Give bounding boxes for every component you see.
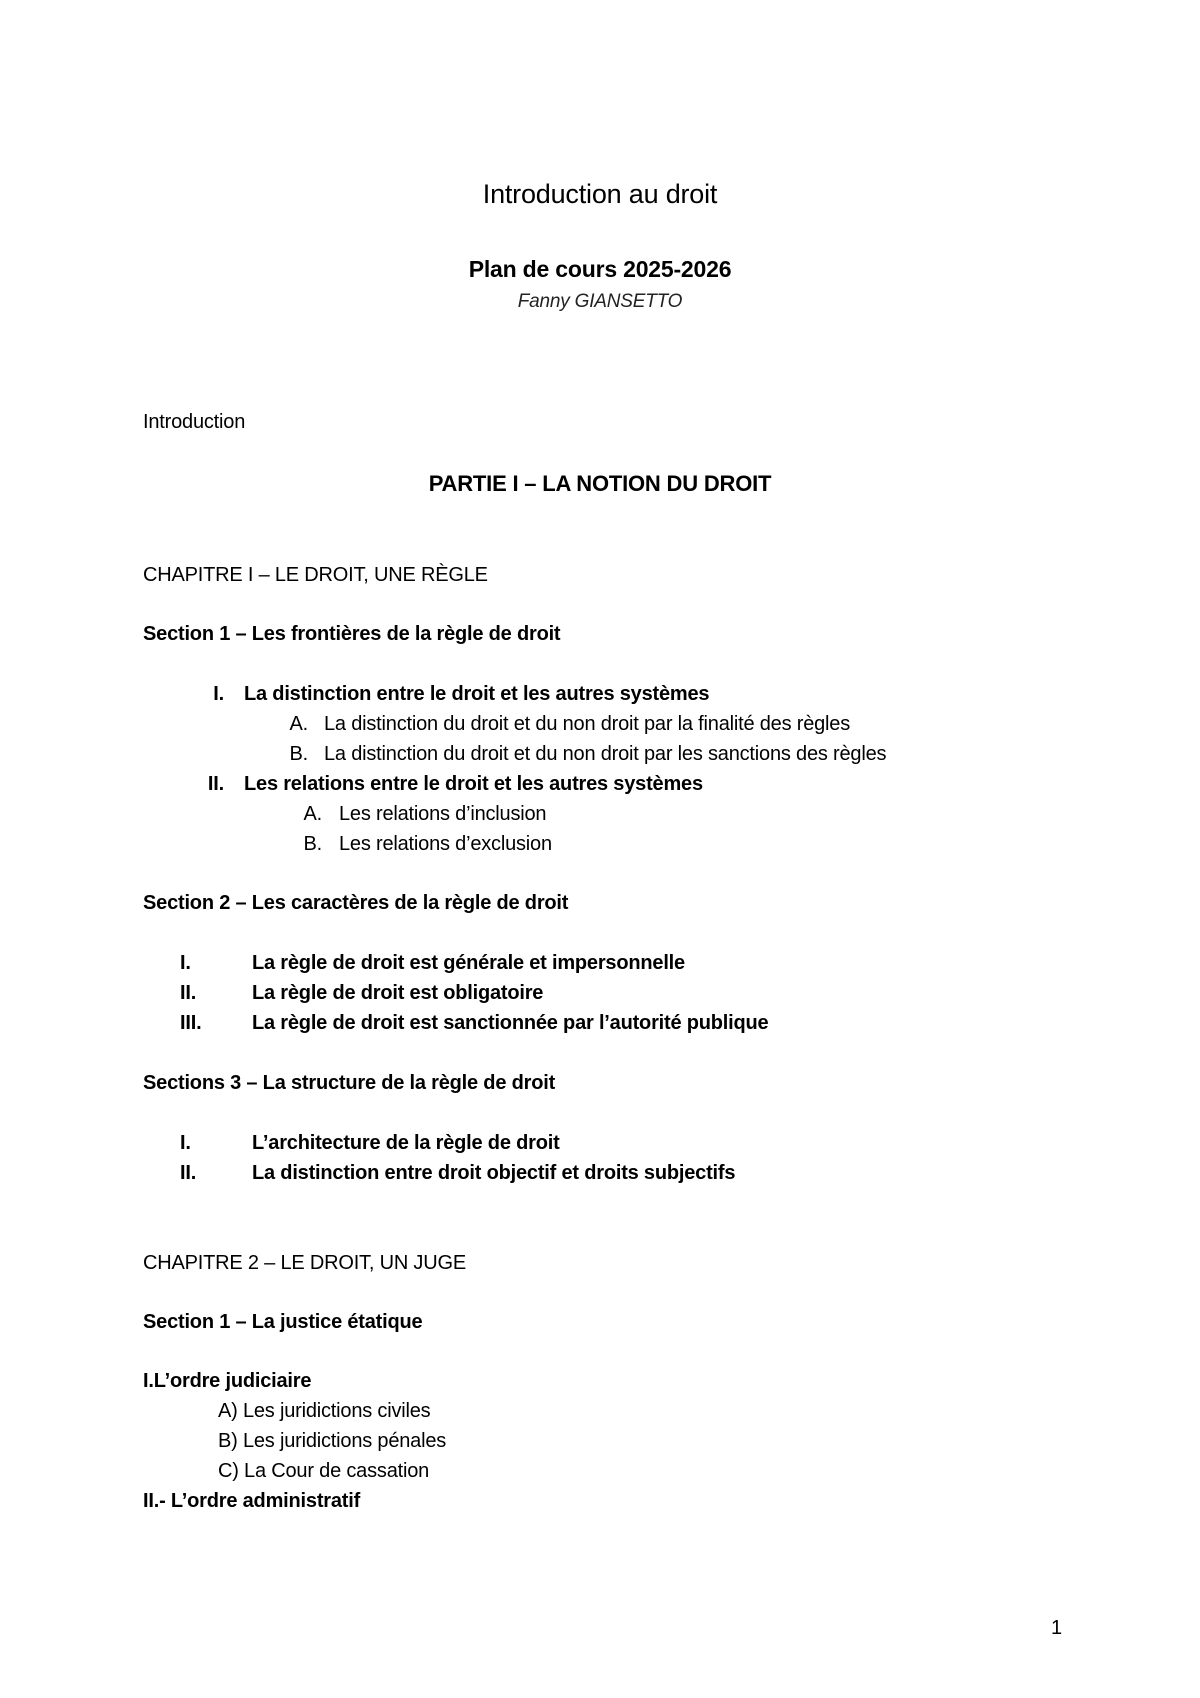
outline-subitem: A) Les juridictions civiles xyxy=(218,1400,431,1422)
chapter-heading: CHAPITRE I – LE DROIT, UNE RÈGLE xyxy=(143,564,488,586)
section-heading: Section 2 – Les caractères de la règle de droit xyxy=(143,892,569,914)
outline-number: III. xyxy=(180,1012,202,1034)
section-heading: Section 1 – La justice étatique xyxy=(143,1311,423,1333)
outline-item: Les relations entre le droit et les autres systèmes xyxy=(244,773,703,795)
chapter-heading: CHAPITRE 2 – LE DROIT, UN JUGE xyxy=(143,1252,466,1274)
outline-subitem: B) Les juridictions pénales xyxy=(218,1430,447,1452)
outline-item: I.L’ordre judiciaire xyxy=(143,1370,312,1392)
outline-item: La règle de droit est sanctionnée par l’autorité publique xyxy=(252,1012,769,1034)
outline-subitem: Les relations d’inclusion xyxy=(339,803,547,825)
outline-letter: A. xyxy=(289,713,308,735)
document-subtitle: Plan de cours 2025-2026 xyxy=(468,256,732,282)
outline-subitem: La distinction du droit et du non droit par les sanctions des règles xyxy=(324,743,887,765)
outline-number: II. xyxy=(207,773,224,795)
outline-number: II. xyxy=(180,1162,197,1184)
part-heading: PARTIE I – LA NOTION DU DROIT xyxy=(428,471,772,496)
author-name: Fanny GIANSETTO xyxy=(517,291,683,312)
outline-item: La distinction entre le droit et les autres systèmes xyxy=(244,683,710,705)
outline-item: La règle de droit est générale et impersonnelle xyxy=(252,952,685,974)
page-number: 1 xyxy=(1051,1617,1062,1639)
section-heading: Sections 3 – La structure de la règle de droit xyxy=(143,1072,556,1094)
outline-item: II.- L’ordre administratif xyxy=(143,1490,361,1512)
outline-number: I. xyxy=(213,683,224,705)
outline-number: II. xyxy=(180,982,197,1004)
outline-item: La règle de droit est obligatoire xyxy=(252,982,544,1004)
outline-subitem: Les relations d’exclusion xyxy=(339,833,552,855)
outline-letter: A. xyxy=(303,803,322,825)
section-heading: Section 1 – Les frontières de la règle de droit xyxy=(143,623,561,645)
outline-subitem: La distinction du droit et du non droit par la finalité des règles xyxy=(324,713,851,735)
outline-item: La distinction entre droit objectif et droits subjectifs xyxy=(252,1162,736,1184)
outline-number: I. xyxy=(180,1132,191,1154)
outline-number: I. xyxy=(180,952,191,974)
outline-letter: B. xyxy=(303,833,322,855)
introduction-heading: Introduction xyxy=(143,411,246,433)
document-title: Introduction au droit xyxy=(482,179,718,209)
outline-letter: B. xyxy=(289,743,308,765)
outline-item: L’architecture de la règle de droit xyxy=(252,1132,560,1154)
outline-subitem: C) La Cour de cassation xyxy=(218,1460,430,1482)
